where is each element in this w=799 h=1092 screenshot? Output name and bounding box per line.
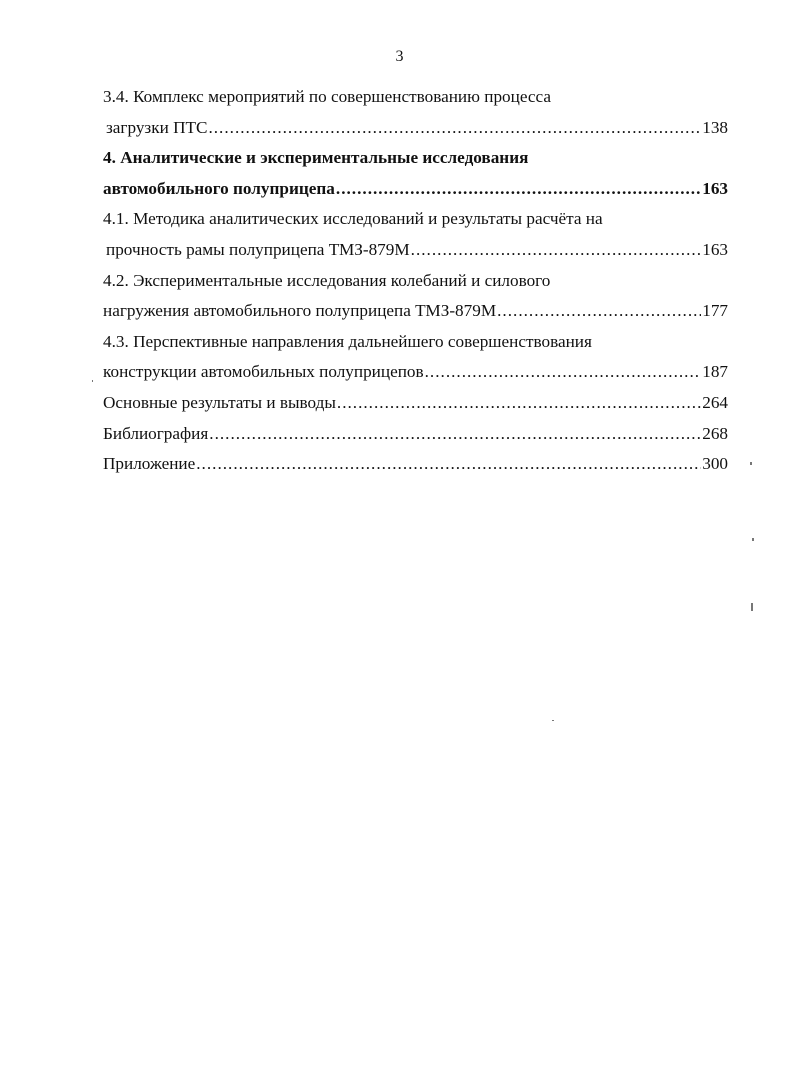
toc-entry-4-3-title: 4.3. Перспективные направления дальнейшего совершенствования bbox=[103, 331, 592, 351]
table-of-contents bbox=[103, 82, 728, 480]
page-number: 3 bbox=[395, 48, 404, 65]
toc-entry-4-3-title-cont: конструкции автомобильных полуприцепов bbox=[103, 362, 424, 382]
toc-entry-4-1-page: 163 bbox=[702, 239, 728, 259]
scan-speck bbox=[752, 538, 754, 541]
toc-entry-3-4-page: 138 bbox=[702, 117, 728, 137]
dot-leader bbox=[337, 388, 701, 419]
scan-speck bbox=[751, 603, 753, 611]
toc-entry-4-1-title-cont: прочность рамы полуприцепа ТМЗ-879М bbox=[106, 239, 410, 259]
toc-entry-4-2-title-cont: нагружения автомобильного полуприцепа ТМЗ-879М bbox=[103, 301, 497, 321]
toc-entry-4-1-title: 4.1. Методика аналитических исследований и результаты расчёта на bbox=[103, 209, 603, 229]
toc-entry-3-4-title-cont: загрузки ПТС bbox=[106, 117, 208, 137]
scan-speck bbox=[750, 462, 752, 465]
scan-speck bbox=[92, 380, 93, 382]
toc-entry-bibliography-page: 268 bbox=[702, 423, 728, 443]
toc-entry-bibliography bbox=[103, 419, 728, 450]
dot-leader bbox=[196, 449, 701, 480]
toc-entry-appendix bbox=[103, 449, 728, 480]
toc-entry-4-3-page: 187 bbox=[702, 362, 728, 382]
toc-entry-4-1 bbox=[103, 235, 728, 266]
toc-entry-results-page: 264 bbox=[702, 392, 728, 412]
toc-entry-3-4-title: 3.4. Комплекс мероприятий по совершенствованию процесса bbox=[103, 87, 551, 106]
dot-leader bbox=[411, 235, 702, 266]
dot-leader bbox=[208, 113, 701, 144]
scan-speck bbox=[552, 720, 554, 721]
toc-entry-results-title: Основные результаты и выводы bbox=[103, 392, 336, 412]
dot-leader bbox=[497, 296, 701, 327]
toc-entry-appendix-page: 300 bbox=[702, 454, 728, 474]
toc-entry-4-title: 4. Аналитические и экспериментальные исследования bbox=[103, 148, 529, 168]
toc-entry-4-2-title: 4.2. Экспериментальные исследования колебаний и силового bbox=[103, 270, 551, 290]
toc-entry-appendix-title: Приложение bbox=[103, 454, 196, 474]
toc-entry-bibliography-title: Библиография bbox=[103, 423, 209, 443]
toc-entry-results bbox=[103, 388, 728, 419]
dot-leader bbox=[336, 174, 701, 205]
toc-entry-4-page: 163 bbox=[702, 178, 728, 198]
toc-entry-4-2-page: 177 bbox=[702, 301, 728, 321]
toc-entry-4-title-cont: автомобильного полуприцепа bbox=[103, 178, 335, 198]
toc-entry-4-2 bbox=[103, 296, 728, 327]
dot-leader bbox=[209, 419, 701, 450]
toc-entry-4-3 bbox=[103, 357, 728, 388]
toc-entry-4 bbox=[103, 174, 728, 205]
toc-entry-3-4 bbox=[103, 113, 728, 144]
dot-leader bbox=[425, 357, 702, 388]
